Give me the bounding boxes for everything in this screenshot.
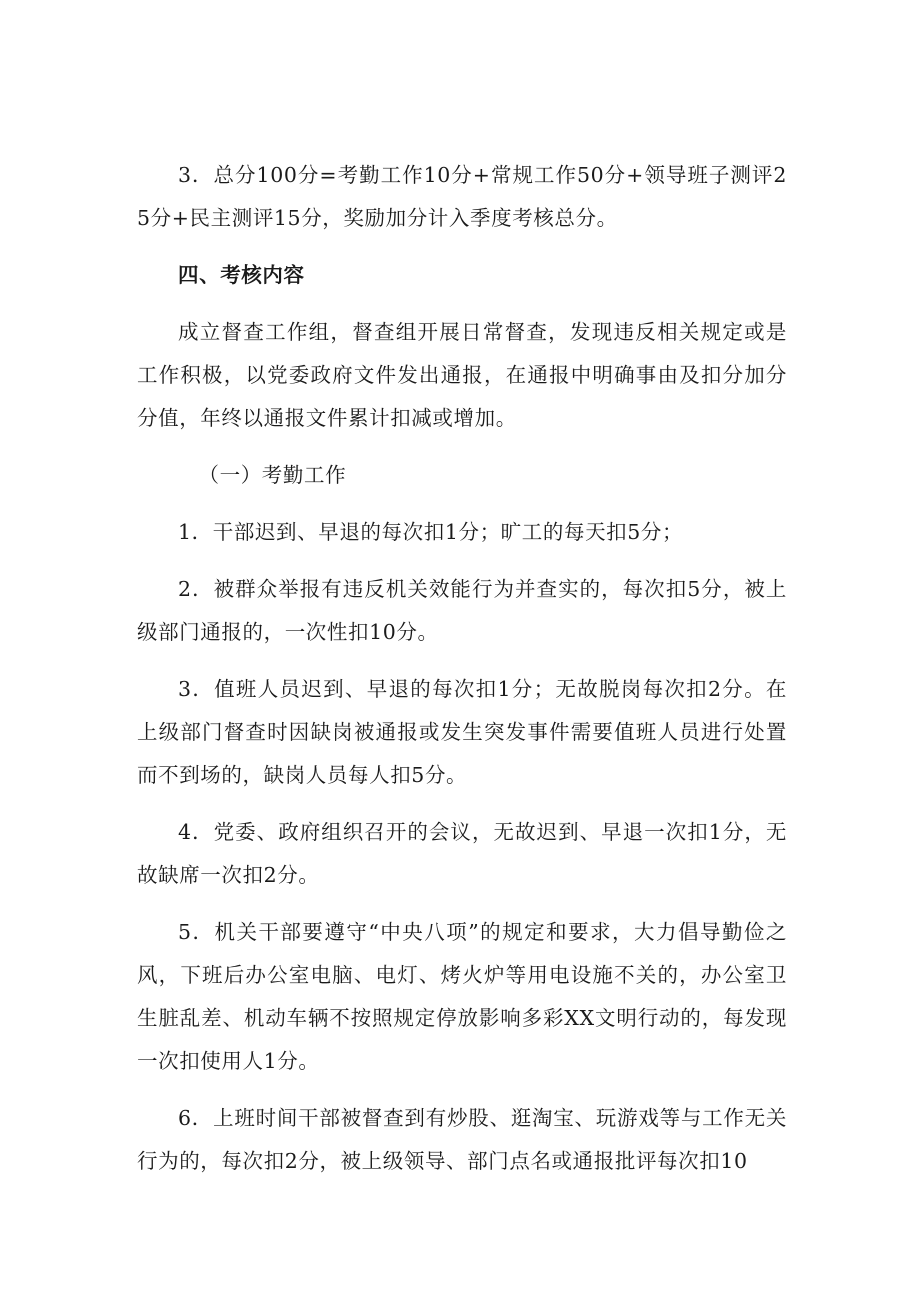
- document-body: [137, 154, 787, 1197]
- rule-item-2: 2．被群众举报有违反机关效能行为并查实的，每次扣5分，被上级部门通报的，一次性扣10分。: [137, 577, 787, 644]
- rule-item-5: 5．机关干部要遵守“中央八项”的规定和要求，大力倡导勤俭之风，下班后办公室电脑、电灯、烤火炉等用电设施不关的，办公室卫生脏乱差、机动车辆不按照规定停放影响多彩XX文明行动的，每发现一次扣使用人1分。: [137, 920, 787, 1073]
- paragraph-supervision-group: 成立督查工作组，督查组开展日常督查，发现违反相关规定或是工作积极，以党委政府文件发出通报，在通报中明确事由及扣分加分分值，年终以通报文件累计扣减或增加。: [137, 320, 787, 430]
- section-heading-assessment-content: 四、考核内容: [178, 263, 305, 287]
- rule-item-3: 3．值班人员迟到、早退的每次扣1分；无故脱岗每次扣2分。在上级部门督查时因缺岗被通报或发生突发事件需要值班人员进行处置而不到场的，缺岗人员每人扣5分。: [137, 677, 787, 787]
- rule-item-1: 1．干部迟到、早退的每次扣1分；旷工的每天扣5分；: [178, 520, 684, 544]
- rule-item-4: 4．党委、政府组织召开的会议，无故迟到、早退一次扣1分，无故缺席一次扣2分。: [137, 820, 787, 887]
- paragraph-total-score: 3．总分100分=考勤工作10分+常规工作50分+领导班子测评25分+民主测评15分，奖励加分计入季度考核总分。: [137, 163, 787, 230]
- rule-item-6: 6．上班时间干部被督查到有炒股、逛淘宝、玩游戏等与工作无关行为的，每次扣2分，被上级领导、部门点名或通报批评每次扣10: [137, 1106, 787, 1173]
- subsection-heading-attendance: （一）考勤工作: [198, 463, 347, 487]
